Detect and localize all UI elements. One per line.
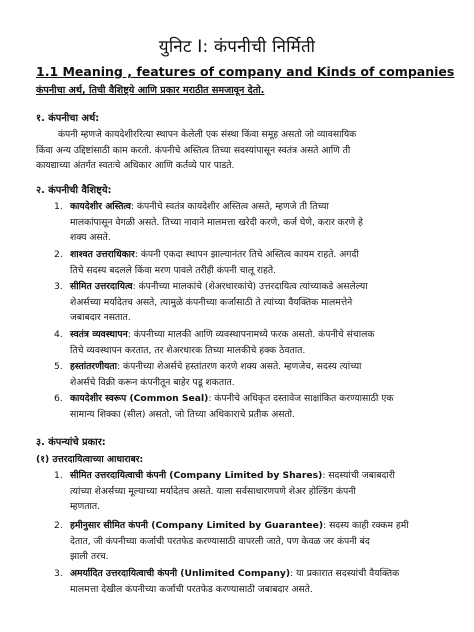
item-text: झाली तरच.: [70, 551, 109, 562]
list-item: [54, 199, 445, 246]
item-term: शाश्वत उत्तराधिकार: [70, 249, 135, 260]
list-item: [54, 391, 445, 422]
item-text: शक्य असते.: [70, 232, 111, 243]
section-types-subtitle: (१) उत्तरदायित्वाच्या आधाराबर:: [36, 454, 144, 465]
list-item: [54, 327, 445, 358]
list-item: [54, 468, 445, 515]
item-term: हमीनुसार सीमित कंपनी (Company Limited by Guarantee): [70, 520, 324, 531]
item-text: मालकांपासून वेगळी असते. तिच्या नावाने मालमत्ता खरेदी करणे, कर्ज घेणे, करार करणे हे: [70, 216, 363, 228]
item-number: 2.: [54, 249, 63, 260]
item-text: शेअर्सच्या मर्यादेतच असते, त्यामुळे कंपनीच्या कर्जासाठी ते त्यांच्या वैयक्तिक मालमत्तेने: [70, 296, 353, 308]
item-text: मालमत्ता देखील कंपनीच्या कर्जाची परतफेड करण्यासाठी जबाबदार असते.: [70, 583, 313, 595]
list-item: [54, 279, 445, 326]
item-term: सीमित उत्तरदायित्वाची कंपनी (Company Limited by Shares): [70, 470, 323, 481]
item-term: कायदेशीर अस्तित्व: [70, 201, 131, 212]
item-text: : कंपनीचे अधिकृत दस्तावेज साक्षांकित करण्यासाठी एक: [208, 393, 394, 404]
item-number: 6.: [54, 393, 63, 404]
list-item: [54, 247, 445, 278]
section-features-title: २. कंपनीची वैशिष्ट्ये:: [36, 185, 112, 196]
item-term: हस्तांतरणीयता: [70, 361, 118, 372]
item-text: : कंपनीच्या शेअर्सचे हस्तांतरण करणे शक्य असते. म्हणजेच, सदस्य त्यांच्या: [117, 361, 362, 372]
item-number: 1.: [54, 201, 63, 212]
item-text: शेअर्सचे विक्री करून कंपनीतून बाहेर पडू शकतात.: [70, 376, 235, 388]
item-term: कायदेशीर स्वरूप (Common Seal): [70, 393, 209, 404]
item-number: 1.: [54, 470, 63, 481]
item-number: 4.: [54, 329, 63, 340]
list-item: [54, 359, 445, 390]
item-term: सीमित उत्तरदायित्व: [70, 281, 133, 292]
heading-english: 1.1 Meaning , features of company and Kinds of companies: [36, 64, 455, 79]
item-text: : सदस्य काही रक्कम हमी: [323, 520, 409, 531]
item-text: तिचे व्यवस्थापन करतात, तर शेअरधारक तिच्या मालकीचे हक्क ठेवतात.: [70, 344, 306, 356]
item-number: 3.: [54, 281, 63, 292]
item-text: : कंपनीच्या मालकांचे (शेअरधारकांचे) उत्तरदायित्व त्यांच्याकडे असलेल्या: [132, 281, 368, 292]
item-number: 3.: [54, 568, 63, 579]
item-text: : कंपनीच्या मालकी आणि व्यवस्थापनामध्ये फरक असतो. कंपनीचे संचालक: [127, 329, 375, 340]
paragraph-line: कंपनी म्हणजे कायदेशीररित्या स्थापन केलेली एक संस्था किंवा समूह असतो जो व्यावसायिक: [58, 129, 357, 140]
item-term: अमर्यादित उत्तरदायित्वाची कंपनी (Unlimited Company): [70, 568, 291, 579]
item-text: : या प्रकारात सदस्यांची वैयक्तिक: [290, 568, 400, 579]
item-term: स्वतंत्र व्यवस्थापन: [70, 329, 128, 340]
section-meaning-title: १. कंपनीचा अर्थ:: [36, 113, 100, 124]
item-text: देतात, जी कंपनीच्या कर्जाची परतफेड करण्यासाठी वापरली जाते, पण केवळ जर कंपनी बंद: [70, 535, 370, 547]
item-text: जबाबदार नसतात.: [70, 312, 131, 323]
list-item: [54, 566, 445, 597]
item-text: : कंपनीचे स्वतंत्र कायदेशीर अस्तित्व असते, म्हणजे ती तिच्या: [130, 201, 329, 212]
item-text: म्हणतात.: [70, 501, 101, 512]
item-text: : कंपनी एकदा स्थापन झाल्यानंतर तिचे अस्तित्व कायम राहते. अगदी: [134, 249, 359, 260]
item-text: तिचे सदस्य बदलले किंवा मरण पावले तरीही कंपनी चालू राहते.: [70, 264, 277, 276]
section-types-title: ३. कंपन्यांचे प्रकार:: [36, 437, 106, 448]
list-item: [54, 518, 445, 565]
item-number: 2.: [54, 520, 63, 531]
item-text: : सदस्यांची जबाबदारी: [322, 470, 395, 481]
paragraph-line: कायद्याच्या अंतर्गत स्वतःचे अधिकार आणि कर्तव्ये पार पाडते.: [36, 160, 235, 171]
item-text: सामान्य शिक्का (सील) असतो, जो तिच्या अधिकाराचे प्रतीक असतो.: [70, 408, 295, 420]
heading-marathi: कंपनीचा अर्थ, तिची वैशिष्ट्ये आणि प्रकार मराठीत समजावून देतो.: [36, 85, 265, 96]
item-number: 5.: [54, 361, 63, 372]
page-title: युनिट I: कंपनीची निर्मिती: [158, 37, 316, 57]
item-text: त्यांच्या शेअर्सच्या मूल्याच्या मर्यादेतच असते. याला सर्वसाधारणपणे शेअर होल्डिंग कंपनी: [70, 485, 356, 497]
section-meaning-paragraph: [36, 127, 440, 174]
paragraph-line: किंवा अन्य उद्दिष्टांसाठी काम करतो. कंपनीचे अस्तित्व तिच्या सदस्यांपासून स्वतंत्र असते आणि ती: [36, 144, 351, 156]
